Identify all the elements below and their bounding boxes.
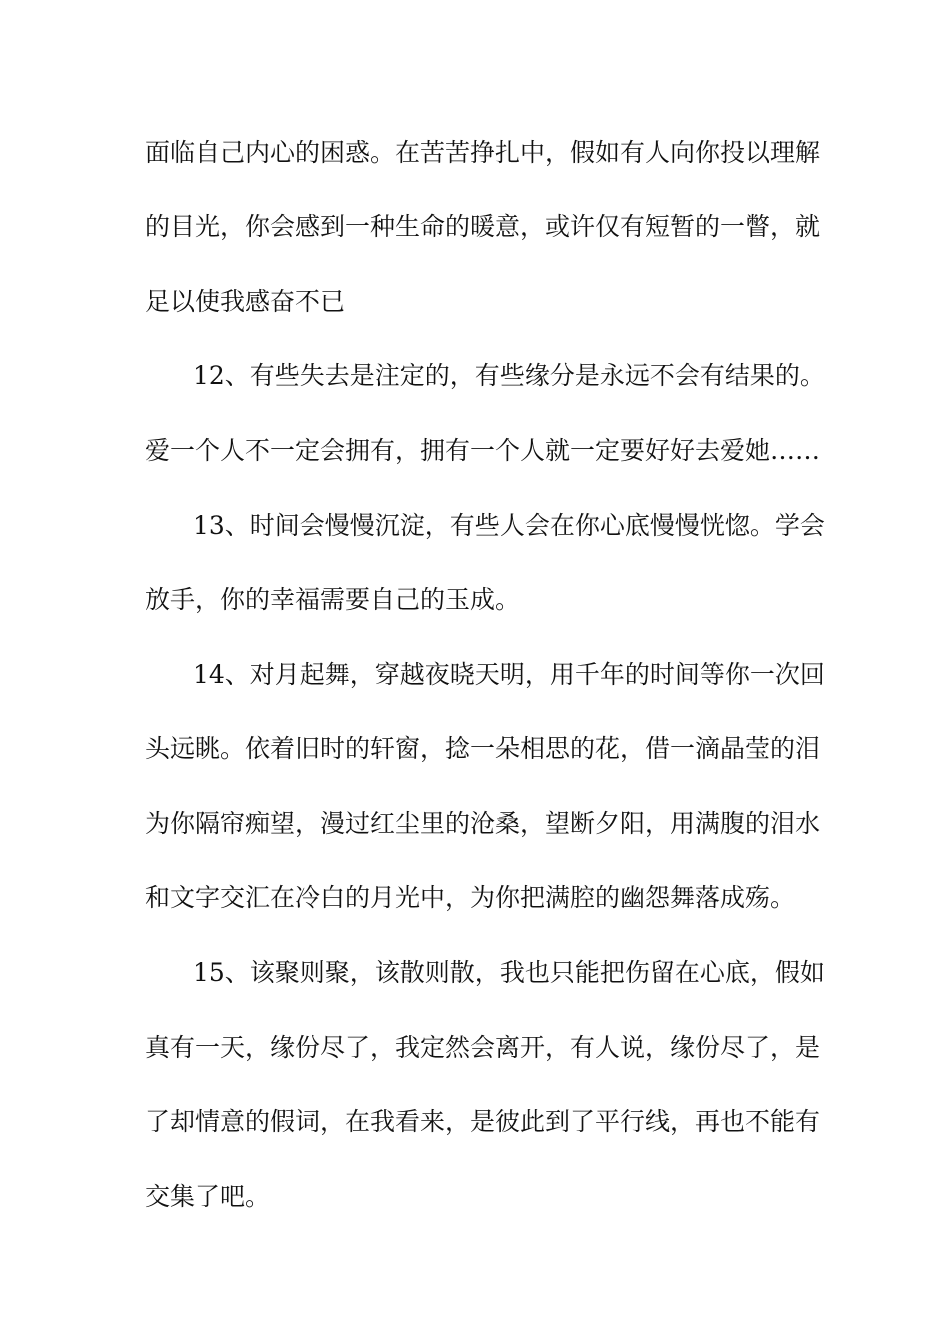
paragraph-start-line: 12、有些失去是注定的，有些缘分是永远不会有结果的。 <box>193 361 825 390</box>
text-line: 足以使我感奋不已 <box>145 287 346 316</box>
text-line: 真有一天，缘份尽了，我定然会离开，有人说，缘份尽了，是 <box>145 1033 821 1062</box>
text-line: 爱一个人不一定会拥有，拥有一个人就一定要好好去爱她…… <box>145 436 821 465</box>
text-line: 放手，你的幸福需要自己的玉成。 <box>145 585 521 614</box>
text-line: 的目光，你会感到一种生命的暖意，或许仅有短暂的一瞥，就 <box>145 212 821 241</box>
text-line: 交集了吧。 <box>145 1182 271 1211</box>
text-line: 和文字交汇在冷白的月光中，为你把满腔的幽怨舞落成殇。 <box>145 883 796 912</box>
paragraph-start-line: 13、时间会慢慢沉淀，有些人会在你心底慢慢恍惚。学会 <box>193 511 825 540</box>
text-line: 为你隔帘痴望，漫过红尘里的沧桑，望断夕阳，用满腹的泪水 <box>145 809 821 838</box>
paragraph-start-line: 15、该聚则聚，该散则散，我也只能把伤留在心底，假如 <box>193 958 825 987</box>
text-line: 面临自己内心的困惑。在苦苦挣扎中，假如有人向你投以理解 <box>145 138 821 167</box>
text-line: 头远眺。依着旧时的轩窗，捻一朵相思的花，借一滴晶莹的泪 <box>145 734 821 763</box>
paragraph-start-line: 14、对月起舞，穿越夜晓天明，用千年的时间等你一次回 <box>193 660 825 689</box>
text-line: 了却情意的假词，在我看来，是彼此到了平行线，再也不能有 <box>145 1107 821 1136</box>
